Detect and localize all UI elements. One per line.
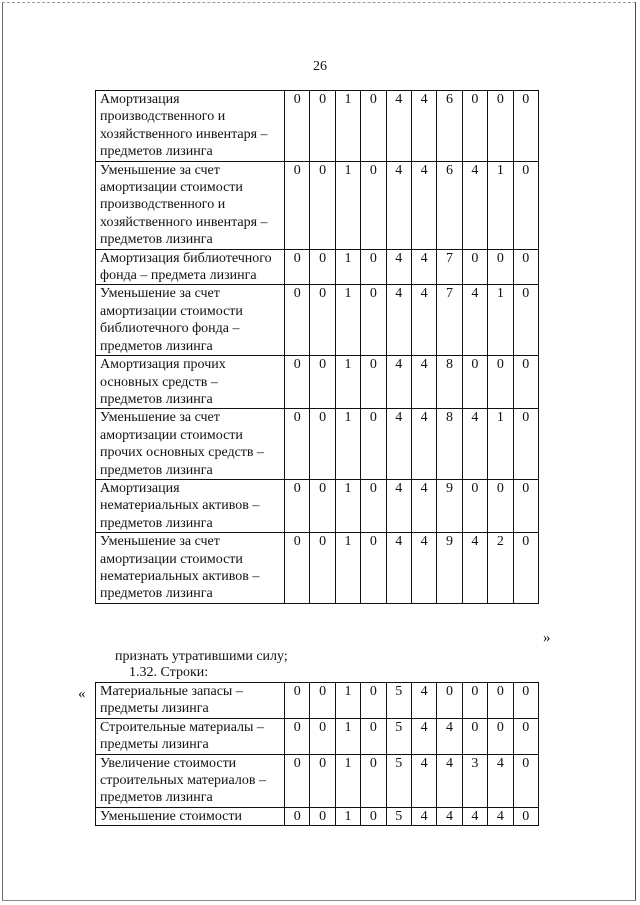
- code-digit-cell: 1: [335, 807, 360, 825]
- code-digit-cell: 4: [411, 249, 436, 285]
- code-digit-cell: 7: [437, 249, 462, 285]
- code-digit-cell: 4: [386, 533, 411, 604]
- code-digit-cell: 0: [361, 807, 386, 825]
- code-digit-cell: 0: [513, 533, 538, 604]
- table-row: [96, 683, 539, 719]
- section-heading: 1.32. Строки:: [129, 665, 209, 680]
- code-digit-cell: 0: [462, 479, 487, 532]
- table-row: [96, 91, 539, 162]
- code-digit-cell: 4: [488, 807, 513, 825]
- code-digit-cell: 1: [335, 249, 360, 285]
- code-digit-cell: 0: [361, 285, 386, 356]
- code-digit-cell: 0: [285, 91, 310, 162]
- account-codes-table-2-body: [96, 683, 539, 826]
- code-digit-cell: 0: [310, 754, 335, 807]
- code-digit-cell: 1: [335, 356, 360, 409]
- code-digit-cell: 4: [386, 249, 411, 285]
- code-digit-cell: 4: [411, 533, 436, 604]
- code-digit-cell: 0: [285, 479, 310, 532]
- code-digit-cell: 0: [310, 161, 335, 249]
- code-digit-cell: 0: [361, 356, 386, 409]
- code-digit-cell: 4: [386, 356, 411, 409]
- code-digit-cell: 1: [488, 409, 513, 480]
- code-digit-cell: 4: [386, 479, 411, 532]
- code-digit-cell: 5: [386, 718, 411, 754]
- code-digit-cell: 0: [285, 718, 310, 754]
- code-digit-cell: 0: [437, 683, 462, 719]
- code-digit-cell: 0: [462, 683, 487, 719]
- code-digit-cell: 0: [513, 807, 538, 825]
- code-digit-cell: 4: [411, 807, 436, 825]
- table-row: [96, 285, 539, 356]
- code-digit-cell: 1: [335, 285, 360, 356]
- code-digit-cell: 5: [386, 683, 411, 719]
- table-row: [96, 161, 539, 249]
- code-digit-cell: 5: [386, 754, 411, 807]
- code-digit-cell: 0: [285, 533, 310, 604]
- code-digit-cell: 0: [361, 754, 386, 807]
- code-digit-cell: 0: [513, 249, 538, 285]
- opening-quote: «: [78, 686, 86, 702]
- code-digit-cell: 0: [513, 683, 538, 719]
- code-digit-cell: 0: [488, 683, 513, 719]
- code-digit-cell: 0: [285, 356, 310, 409]
- code-digit-cell: 1: [488, 161, 513, 249]
- code-digit-cell: 0: [310, 683, 335, 719]
- code-digit-cell: 2: [488, 533, 513, 604]
- code-digit-cell: 1: [335, 533, 360, 604]
- code-digit-cell: 0: [310, 91, 335, 162]
- code-digit-cell: 0: [361, 161, 386, 249]
- code-digit-cell: 0: [488, 479, 513, 532]
- code-digit-cell: 4: [437, 718, 462, 754]
- code-digit-cell: 0: [513, 479, 538, 532]
- row-label: Уменьшение за счет амортизации стоимости производственного и хозяйственного инвентаря – предметов лизинга: [96, 161, 285, 249]
- code-digit-cell: 4: [462, 807, 487, 825]
- code-digit-cell: 0: [285, 683, 310, 719]
- code-digit-cell: 0: [361, 479, 386, 532]
- code-digit-cell: 0: [285, 754, 310, 807]
- code-digit-cell: 1: [335, 479, 360, 532]
- code-digit-cell: 3: [462, 754, 487, 807]
- code-digit-cell: 4: [411, 479, 436, 532]
- code-digit-cell: 0: [462, 718, 487, 754]
- table-row: [96, 356, 539, 409]
- code-digit-cell: 0: [361, 718, 386, 754]
- code-digit-cell: 0: [488, 356, 513, 409]
- code-digit-cell: 0: [462, 249, 487, 285]
- code-digit-cell: 1: [335, 683, 360, 719]
- code-digit-cell: 8: [437, 409, 462, 480]
- row-label: Амортизация прочих основных средств – предметов лизинга: [96, 356, 285, 409]
- row-label: Строительные материалы – предметы лизинга: [96, 718, 285, 754]
- code-digit-cell: 0: [361, 409, 386, 480]
- code-digit-cell: 0: [513, 356, 538, 409]
- code-digit-cell: 5: [386, 807, 411, 825]
- account-codes-table-2: [95, 682, 539, 826]
- page-number: 26: [313, 59, 327, 74]
- code-digit-cell: 1: [335, 754, 360, 807]
- account-codes-table-1: [95, 90, 539, 604]
- code-digit-cell: 0: [285, 161, 310, 249]
- code-digit-cell: 4: [411, 683, 436, 719]
- table-row: [96, 807, 539, 825]
- code-digit-cell: 0: [513, 285, 538, 356]
- code-digit-cell: 9: [437, 533, 462, 604]
- code-digit-cell: 0: [513, 91, 538, 162]
- code-digit-cell: 0: [310, 533, 335, 604]
- code-digit-cell: 9: [437, 479, 462, 532]
- code-digit-cell: 4: [411, 718, 436, 754]
- code-digit-cell: 1: [488, 285, 513, 356]
- code-digit-cell: 4: [411, 356, 436, 409]
- code-digit-cell: 4: [386, 91, 411, 162]
- row-label: Уменьшение за счет амортизации стоимости библиотечного фонда – предметов лизинга: [96, 285, 285, 356]
- code-digit-cell: 7: [437, 285, 462, 356]
- table-row: [96, 409, 539, 480]
- code-digit-cell: 0: [310, 718, 335, 754]
- code-digit-cell: 1: [335, 91, 360, 162]
- code-digit-cell: 4: [411, 754, 436, 807]
- code-digit-cell: 0: [488, 91, 513, 162]
- table-row: [96, 479, 539, 532]
- row-label: Уменьшение за счет амортизации стоимости прочих основных средств – предметов лизинга: [96, 409, 285, 480]
- code-digit-cell: 0: [361, 533, 386, 604]
- table-row: [96, 754, 539, 807]
- code-digit-cell: 4: [386, 161, 411, 249]
- account-codes-table-1-body: [96, 91, 539, 604]
- code-digit-cell: 0: [310, 285, 335, 356]
- code-digit-cell: 1: [335, 718, 360, 754]
- code-digit-cell: 0: [310, 356, 335, 409]
- row-label: Амортизация производственного и хозяйственного инвентаря – предметов лизинга: [96, 91, 285, 162]
- code-digit-cell: 4: [462, 285, 487, 356]
- code-digit-cell: 0: [361, 683, 386, 719]
- code-digit-cell: 4: [386, 409, 411, 480]
- repealed-text: признать утратившими силу;: [115, 649, 288, 664]
- code-digit-cell: 4: [462, 533, 487, 604]
- code-digit-cell: 8: [437, 356, 462, 409]
- code-digit-cell: 4: [386, 285, 411, 356]
- code-digit-cell: 0: [513, 754, 538, 807]
- code-digit-cell: 0: [285, 285, 310, 356]
- code-digit-cell: 0: [361, 91, 386, 162]
- code-digit-cell: 4: [488, 754, 513, 807]
- row-label: Увеличение стоимости строительных материалов – предметов лизинга: [96, 754, 285, 807]
- closing-quote: »: [543, 630, 551, 646]
- row-label: Уменьшение стоимости: [96, 807, 285, 825]
- code-digit-cell: 0: [361, 249, 386, 285]
- code-digit-cell: 0: [310, 479, 335, 532]
- code-digit-cell: 4: [462, 409, 487, 480]
- code-digit-cell: 0: [310, 409, 335, 480]
- row-label: Амортизация нематериальных активов – предметов лизинга: [96, 479, 285, 532]
- code-digit-cell: 0: [310, 807, 335, 825]
- code-digit-cell: 0: [488, 249, 513, 285]
- code-digit-cell: 4: [437, 807, 462, 825]
- code-digit-cell: 0: [513, 409, 538, 480]
- table-row: [96, 533, 539, 604]
- table-row: [96, 718, 539, 754]
- code-digit-cell: 1: [335, 161, 360, 249]
- code-digit-cell: 0: [285, 409, 310, 480]
- code-digit-cell: 0: [488, 718, 513, 754]
- code-digit-cell: 4: [411, 285, 436, 356]
- code-digit-cell: 4: [462, 161, 487, 249]
- code-digit-cell: 0: [513, 718, 538, 754]
- row-label: Амортизация библиотечного фонда – предмета лизинга: [96, 249, 285, 285]
- table-row: [96, 249, 539, 285]
- code-digit-cell: 4: [437, 754, 462, 807]
- code-digit-cell: 6: [437, 161, 462, 249]
- code-digit-cell: 0: [310, 249, 335, 285]
- code-digit-cell: 0: [462, 356, 487, 409]
- code-digit-cell: 6: [437, 91, 462, 162]
- code-digit-cell: 4: [411, 91, 436, 162]
- code-digit-cell: 0: [285, 249, 310, 285]
- code-digit-cell: 0: [285, 807, 310, 825]
- code-digit-cell: 0: [513, 161, 538, 249]
- row-label: Уменьшение за счет амортизации стоимости нематериальных активов – предметов лизинга: [96, 533, 285, 604]
- code-digit-cell: 1: [335, 409, 360, 480]
- code-digit-cell: 4: [411, 161, 436, 249]
- code-digit-cell: 0: [462, 91, 487, 162]
- code-digit-cell: 4: [411, 409, 436, 480]
- row-label: Материальные запасы – предметы лизинга: [96, 683, 285, 719]
